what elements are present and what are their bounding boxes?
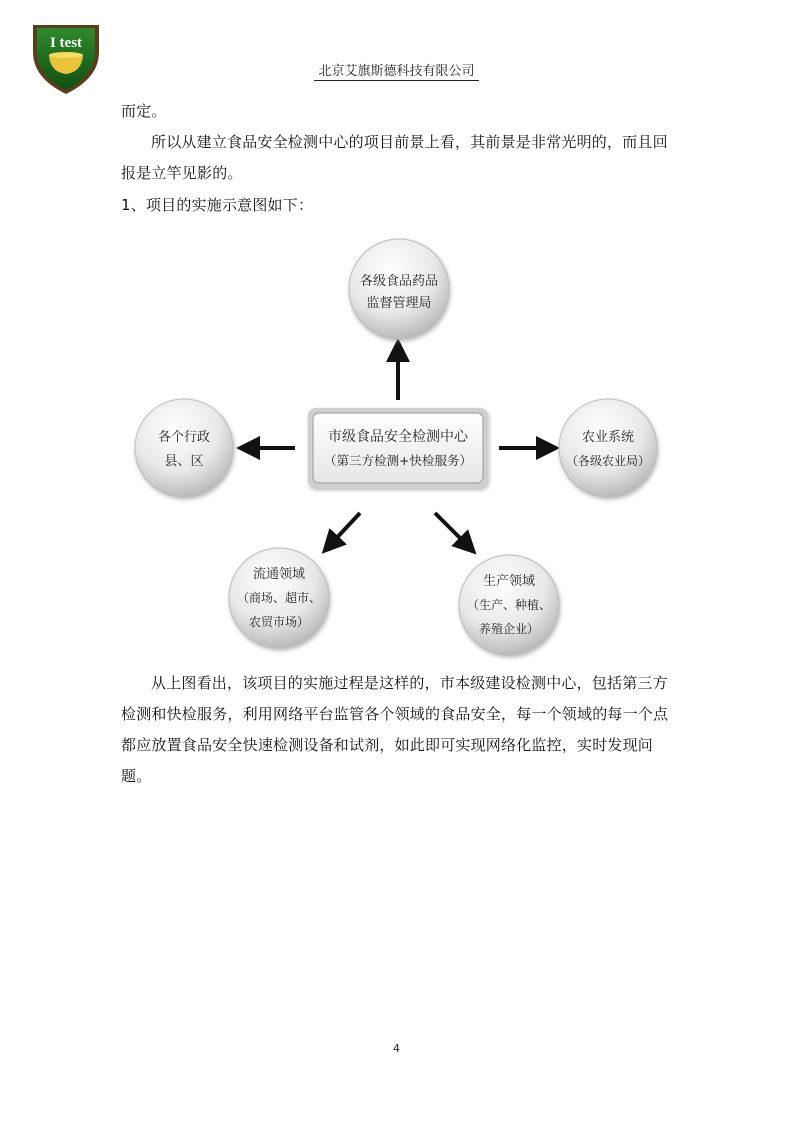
paragraph-4: 从上图看出，该项目的实施过程是这样的，市本级建设检测中心，包括第三方检测和快检服务，利用网络平台监管各个领域的食品安全，每一个领域的每一个点都应放置食品安全快速检测设备和试剂，如此即可实现网络化监控，实时发现问题。: [121, 674, 669, 785]
header-company-name: 北京艾旗斯德科技有限公司: [0, 60, 793, 81]
node-right-line1: 农业系统: [581, 430, 635, 445]
paragraph-2: 所以从建立食品安全检测中心的项目前景上看，其前景是非常光明的，而且回报是立竿见影的。: [121, 133, 668, 182]
arrow-down-right: [435, 513, 468, 546]
logo-text: I test: [49, 35, 83, 51]
node-food-drug-administration: [349, 239, 449, 339]
paragraph-1: 而定。: [121, 102, 167, 120]
node-br-line3: 养殖企业）: [478, 622, 540, 636]
node-right-line2: （各级农业局）: [565, 454, 651, 468]
node-districts: [135, 399, 233, 497]
node-circulation-field: [229, 548, 329, 648]
node-center-line2: （第三方检测+快检服务）: [324, 453, 472, 468]
page-number: 4: [393, 1042, 400, 1055]
node-production-field: [459, 555, 559, 655]
node-left-line1: 各个行政: [157, 430, 211, 445]
node-top-line2: 监督管理局: [366, 296, 432, 311]
implementation-diagram: [120, 232, 680, 662]
node-top-line1: 各级食品药品: [359, 274, 439, 289]
node-br-line2: （生产、种植、: [466, 598, 552, 612]
company-logo: [30, 22, 102, 96]
node-agriculture-system: [559, 399, 657, 497]
node-bl-line1: 流通领域: [252, 567, 306, 582]
paragraph-3: 1、项目的实施示意图如下：: [121, 196, 314, 214]
node-bl-line2: （商场、超市、: [236, 591, 322, 605]
arrow-down-left: [330, 513, 360, 545]
node-testing-center: [308, 408, 488, 488]
node-br-line1: 生产领域: [482, 574, 536, 589]
node-left-line2: 县、区: [164, 454, 204, 469]
node-bl-line3: 农贸市场）: [248, 615, 310, 629]
node-center-line1: 市级食品安全检测中心: [328, 429, 468, 445]
